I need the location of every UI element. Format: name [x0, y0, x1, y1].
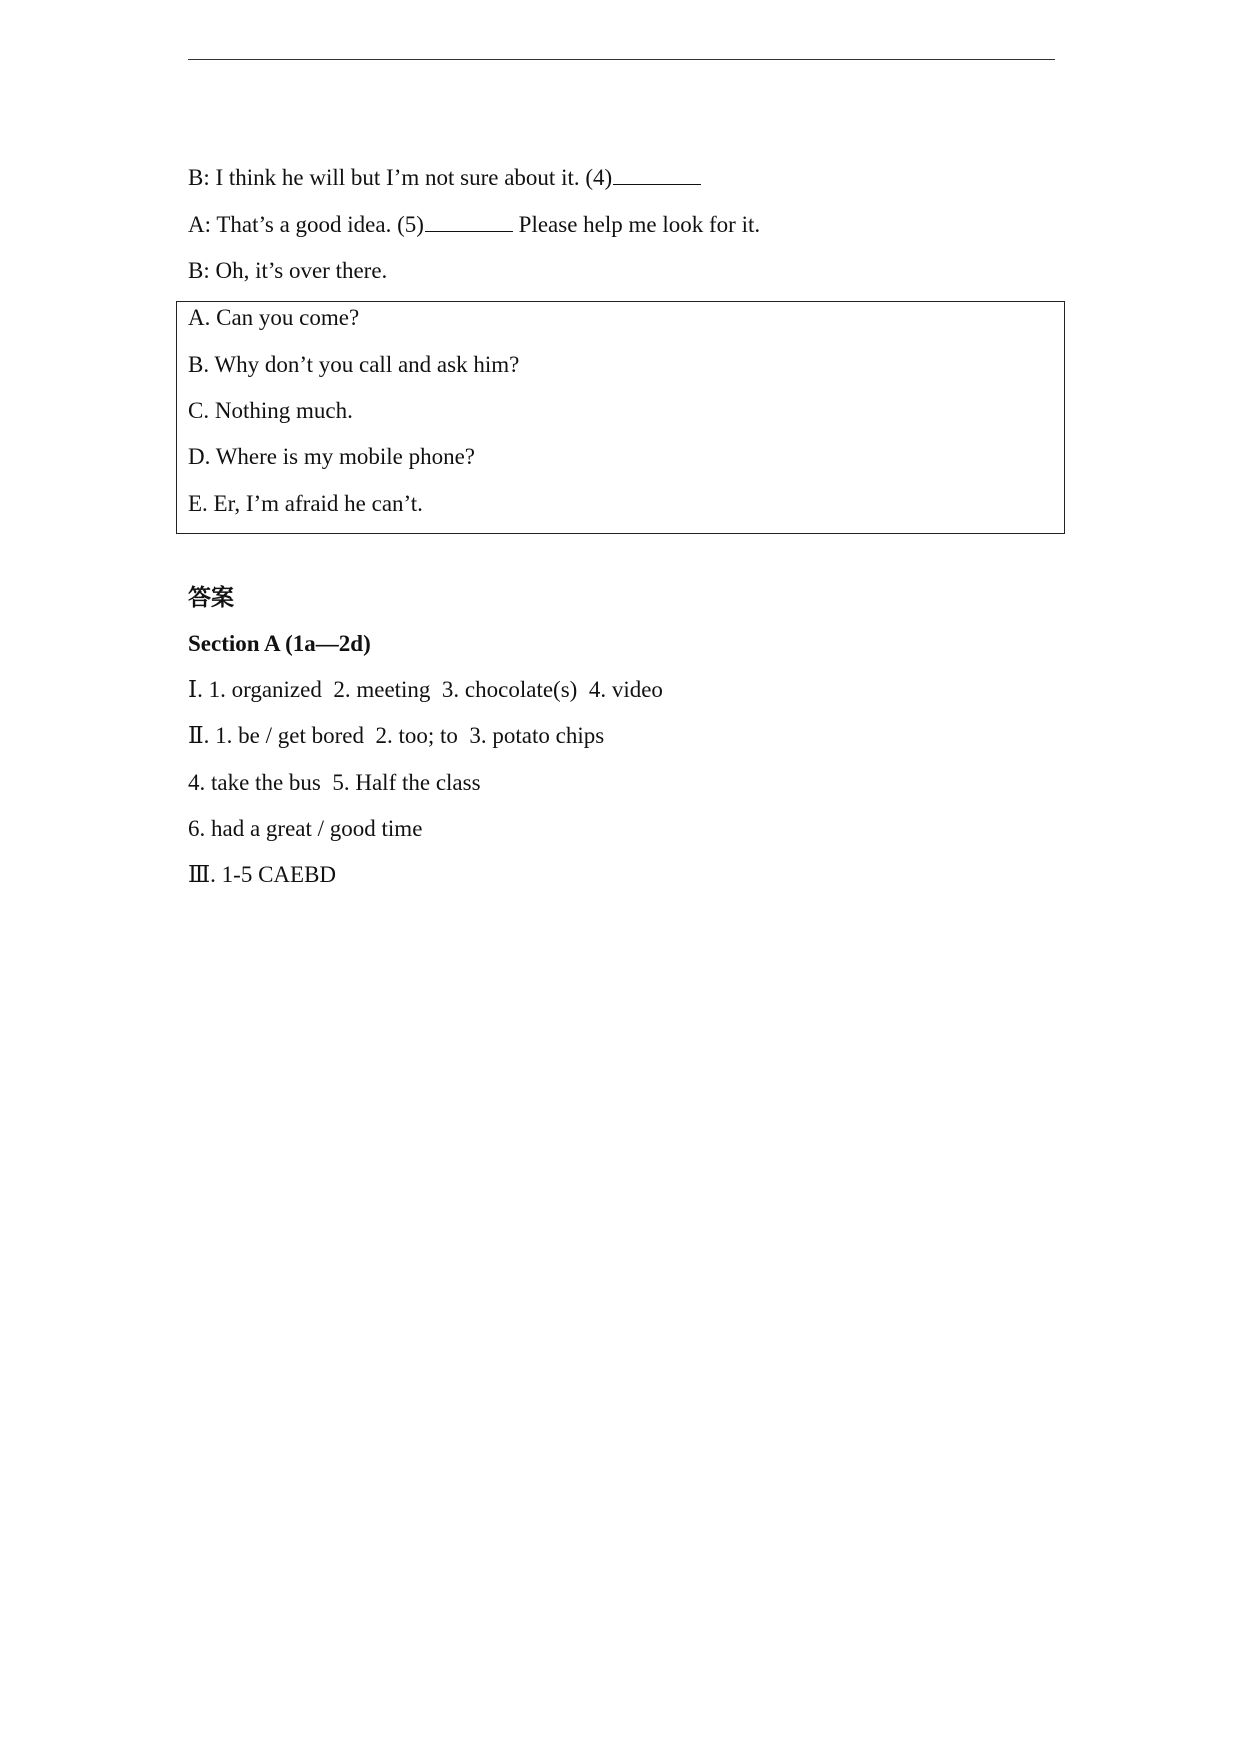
- option-d: D. Where is my mobile phone?: [188, 444, 476, 469]
- answers-heading: 答案: [188, 585, 234, 610]
- answer-blank-4: [613, 164, 701, 185]
- answer-line-1: Ⅰ. 1. organized 2. meeting 3. chocolate(s) 4. video: [188, 677, 663, 702]
- answer-line-5: Ⅲ. 1-5 CAEBD: [188, 862, 337, 887]
- section-title: Section A (1a—2d): [188, 631, 371, 656]
- answer-line-2: Ⅱ. 1. be / get bored 2. too; to 3. potato chips: [188, 723, 605, 748]
- option-b: B. Why don’t you call and ask him?: [188, 352, 520, 377]
- answer-line-3: 4. take the bus 5. Half the class: [188, 770, 481, 795]
- dialogue-line-b1: [188, 164, 701, 192]
- option-c: C. Nothing much.: [188, 398, 353, 423]
- option-a: A. Can you come?: [188, 305, 360, 330]
- answer-line-4: 6. had a great / good time: [188, 816, 423, 841]
- dialogue-text: B: I think he will but I’m not sure about it. (4): [188, 165, 613, 190]
- dialogue-line-a: [188, 211, 760, 239]
- answer-blank-5: [425, 211, 513, 232]
- option-e: E. Er, I’m afraid he can’t.: [188, 491, 423, 516]
- header-rule: [188, 59, 1055, 60]
- dialogue-text: A: That’s a good idea. (5): [188, 212, 424, 237]
- dialogue-text: Please help me look for it.: [512, 212, 761, 237]
- dialogue-line-b2: B: Oh, it’s over there.: [188, 258, 388, 283]
